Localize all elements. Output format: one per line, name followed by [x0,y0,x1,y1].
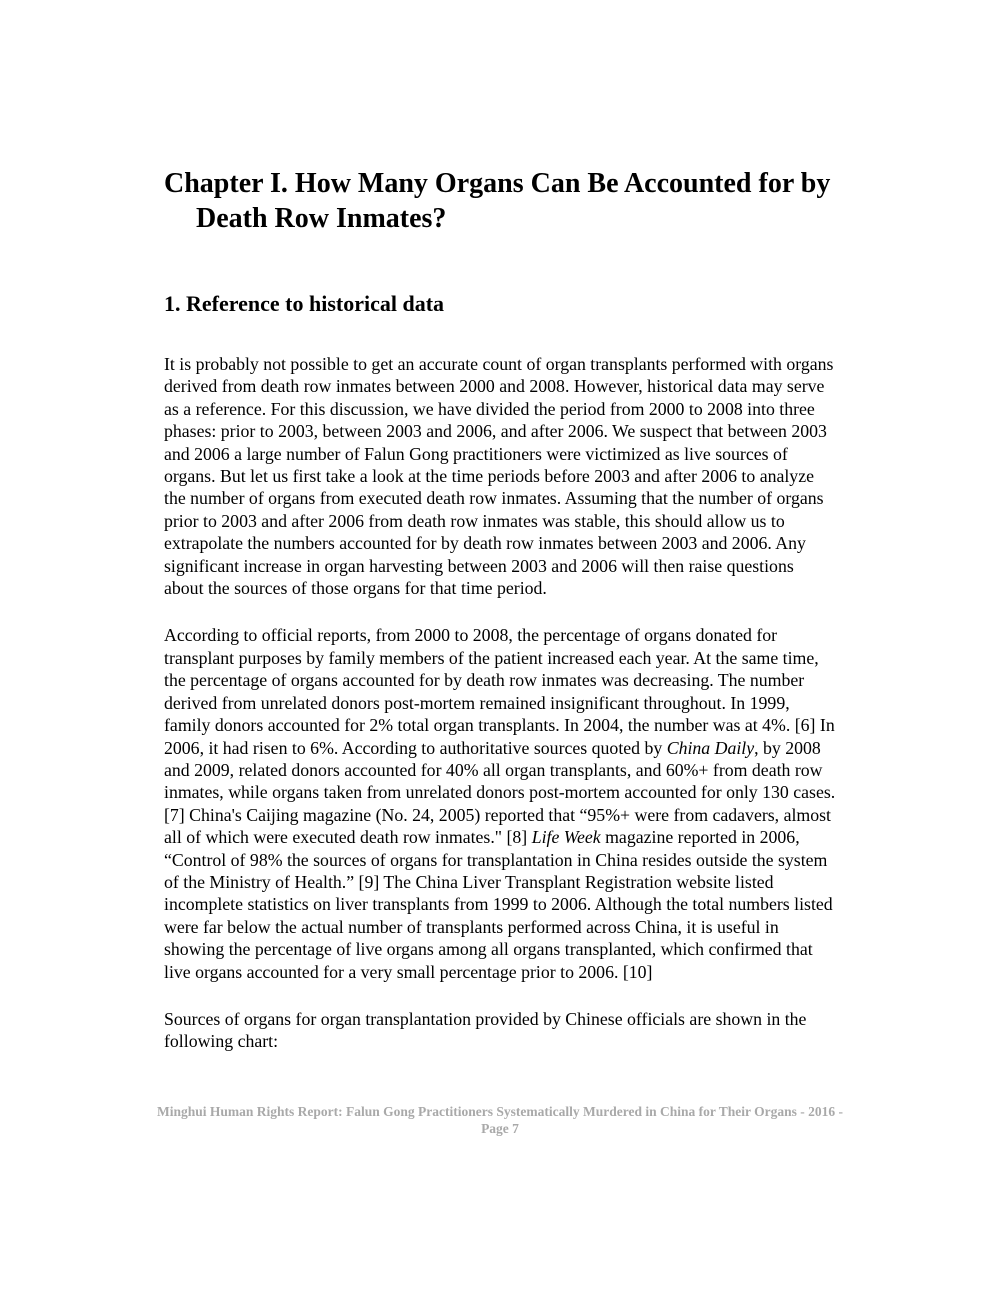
text-run: , by 2008 and 2009, related donors accounted for 40% all organ transplants, and 60%+ from death row inmates, while organs taken from unrelated donors post-mortem accounted for only 130 cases. [7] China's Caijing magazine (No. 24, 2005) reported that “95%+ were from cadavers, almost all of which were executed death row inmates." [8] [164,737,836,848]
italic-publication-name: Life Week [531,827,601,848]
body-paragraph [164,1008,836,1053]
page-content [157,166,844,1138]
text-run: Sources of organs for organ transplantation provided by Chinese officials are shown in the following chart: [164,1008,807,1052]
page-footer: Minghui Human Rights Report: Falun Gong Practitioners Systematically Murdered in China for Their Organs - 2016 - Page 7 [157,1103,844,1137]
text-run: According to official reports, from 2000 to 2008, the percentage of organs donated for transplant purposes by family members of the patient increased each year. At the same time, the percentage of organs accounted for by death row inmates was decreasing. The number derived from unrelated donors post-mortem remained insignificant throughout. In 1999, family donors accounted for 2% total organ transplants. In 2004, the number was at 4%. [6] In 2006, it had risen to 6%. According to authoritative sources quoted by [164,625,835,758]
paragraphs [164,353,836,1053]
text-run: magazine reported in 2006, “Control of 98% the sources of organs for transplantation in China resides outside the system of the Ministry of Health.” [9] The China Liver Transplant Registration website listed incomplete statistics on liver transplants from 1999 to 2006. Although the total numbers listed were far below the actual number of transplants performed across China, it is useful in showing the percentage of live organs among all organs transplanted, which confirmed that live organs accounted for a very small percentage prior to 2006. [10] [164,827,833,982]
body-paragraph [164,624,836,983]
text-run: It is probably not possible to get an accurate count of organ transplants performed with organs derived from death row inmates between 2000 and 2008. However, historical data may serve as a reference. For this discussion, we have divided the period from 2000 to 2008 into three phases: prior to 2003, between 2003 and 2006, and after 2006. We suspect that between 2003 and 2006 a large number of Falun Gong practitioners were victimized as live sources of organs. But let us first take a look at the time periods before 2003 and after 2006 to analyze the number of organs from executed death row inmates. Assuming that the number of organs prior to 2003 and after 2006 from death row inmates was stable, this should allow us to extrapolate the numbers accounted for by death row inmates between 2003 and 2006. Any significant increase in organ harvesting between 2003 and 2006 will then raise questions about the sources of those organs for that time period. [164,354,834,599]
section-heading: 1. Reference to historical data [164,291,445,316]
chapter-title: Chapter I. How Many Organs Can Be Accounted for by Death Row Inmates? [164,168,831,234]
body-paragraph [164,353,836,599]
italic-publication-name: China Daily [666,737,755,758]
